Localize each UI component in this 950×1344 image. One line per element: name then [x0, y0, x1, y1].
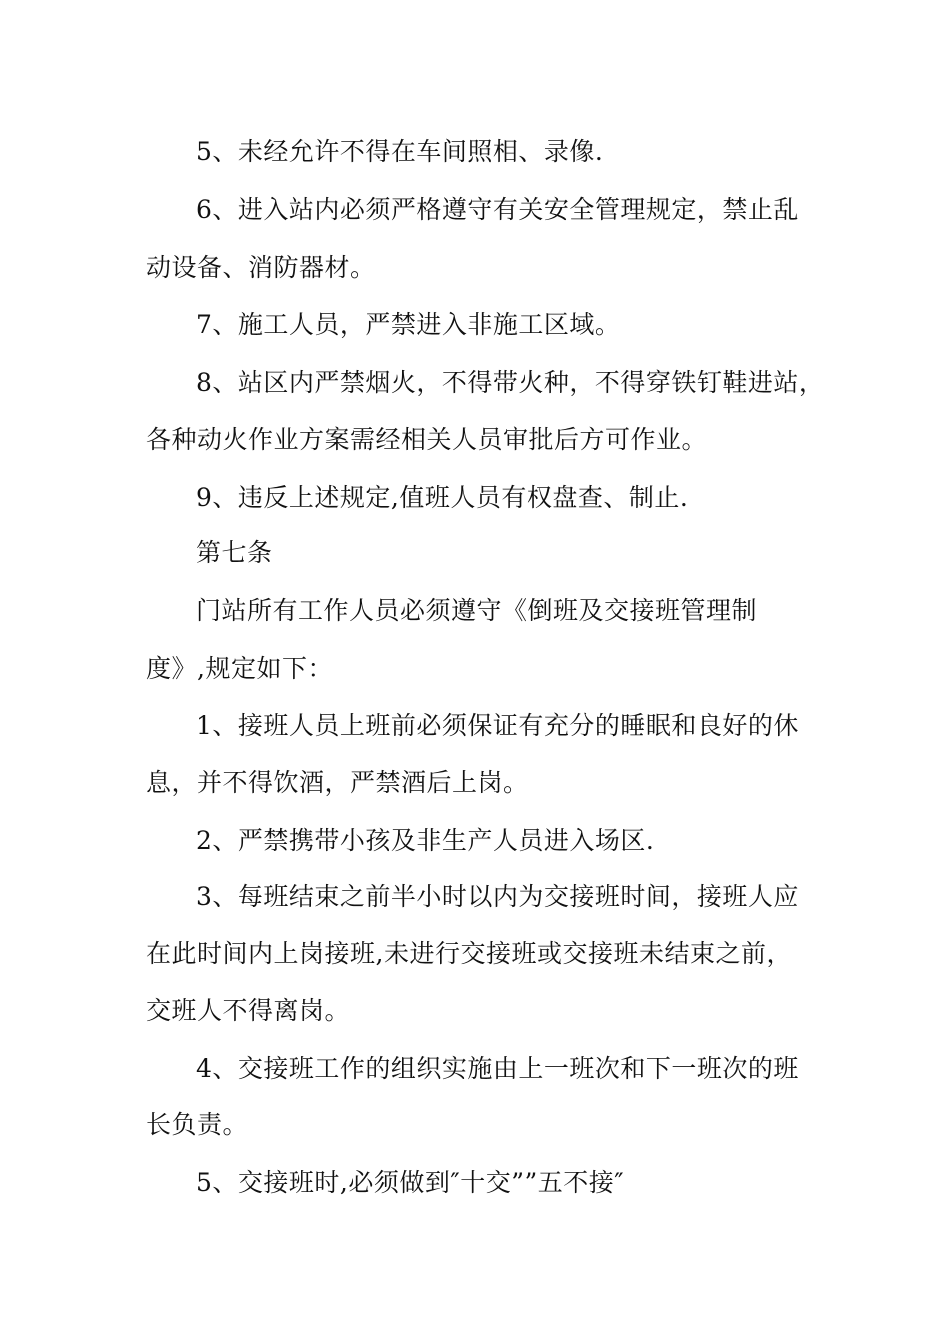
- shift-rule-4-organization: 4、交接班工作的组织实施由上一班次和下一班次的班: [196, 1054, 799, 1083]
- rule-item-5-camera: 5、未经允许不得在车间照相、录像.: [196, 137, 604, 166]
- rule-item-7-construction: 7、施工人员，严禁进入非施工区域。: [196, 310, 621, 339]
- shift-rule-5-handover: 5、交接班时,必须做到″十交””五不接″: [196, 1168, 625, 1197]
- shift-rule-1-continued: 息，并不得饮酒，严禁酒后上岗。: [146, 768, 529, 797]
- rule-item-9-violation: 9、违反上述规定,值班人员有权盘查、制止.: [196, 483, 689, 512]
- article-heading: 第七条: [196, 538, 273, 567]
- article-intro-continued: 度》,规定如下：: [146, 654, 333, 683]
- rule-item-8-continued: 各种动火作业方案需经相关人员审批后方可作业。: [146, 425, 708, 454]
- shift-rule-3-continued-2: 交班人不得离岗。: [146, 996, 351, 1025]
- article-intro: 门站所有工作人员必须遵守《倒班及交接班管理制: [196, 596, 758, 625]
- rule-item-8-fire: 8、站区内严禁烟火，不得带火种，不得穿铁钉鞋进站，: [196, 368, 825, 397]
- shift-rule-1-rest: 1、接班人员上班前必须保证有充分的睡眠和良好的休: [196, 711, 799, 740]
- shift-rule-2-visitors: 2、严禁携带小孩及非生产人员进入场区.: [196, 826, 655, 855]
- shift-rule-4-continued: 长负责。: [146, 1110, 249, 1139]
- shift-rule-3-handover-time: 3、每班结束之前半小时以内为交接班时间，接班人应: [196, 882, 799, 911]
- rule-item-6-safety: 6、进入站内必须严格遵守有关安全管理规定，禁止乱: [196, 195, 799, 224]
- rule-item-6-continued: 动设备、消防器材。: [146, 253, 376, 282]
- shift-rule-3-continued: 在此时间内上岗接班,未进行交接班或交接班未结束之前，: [146, 939, 792, 968]
